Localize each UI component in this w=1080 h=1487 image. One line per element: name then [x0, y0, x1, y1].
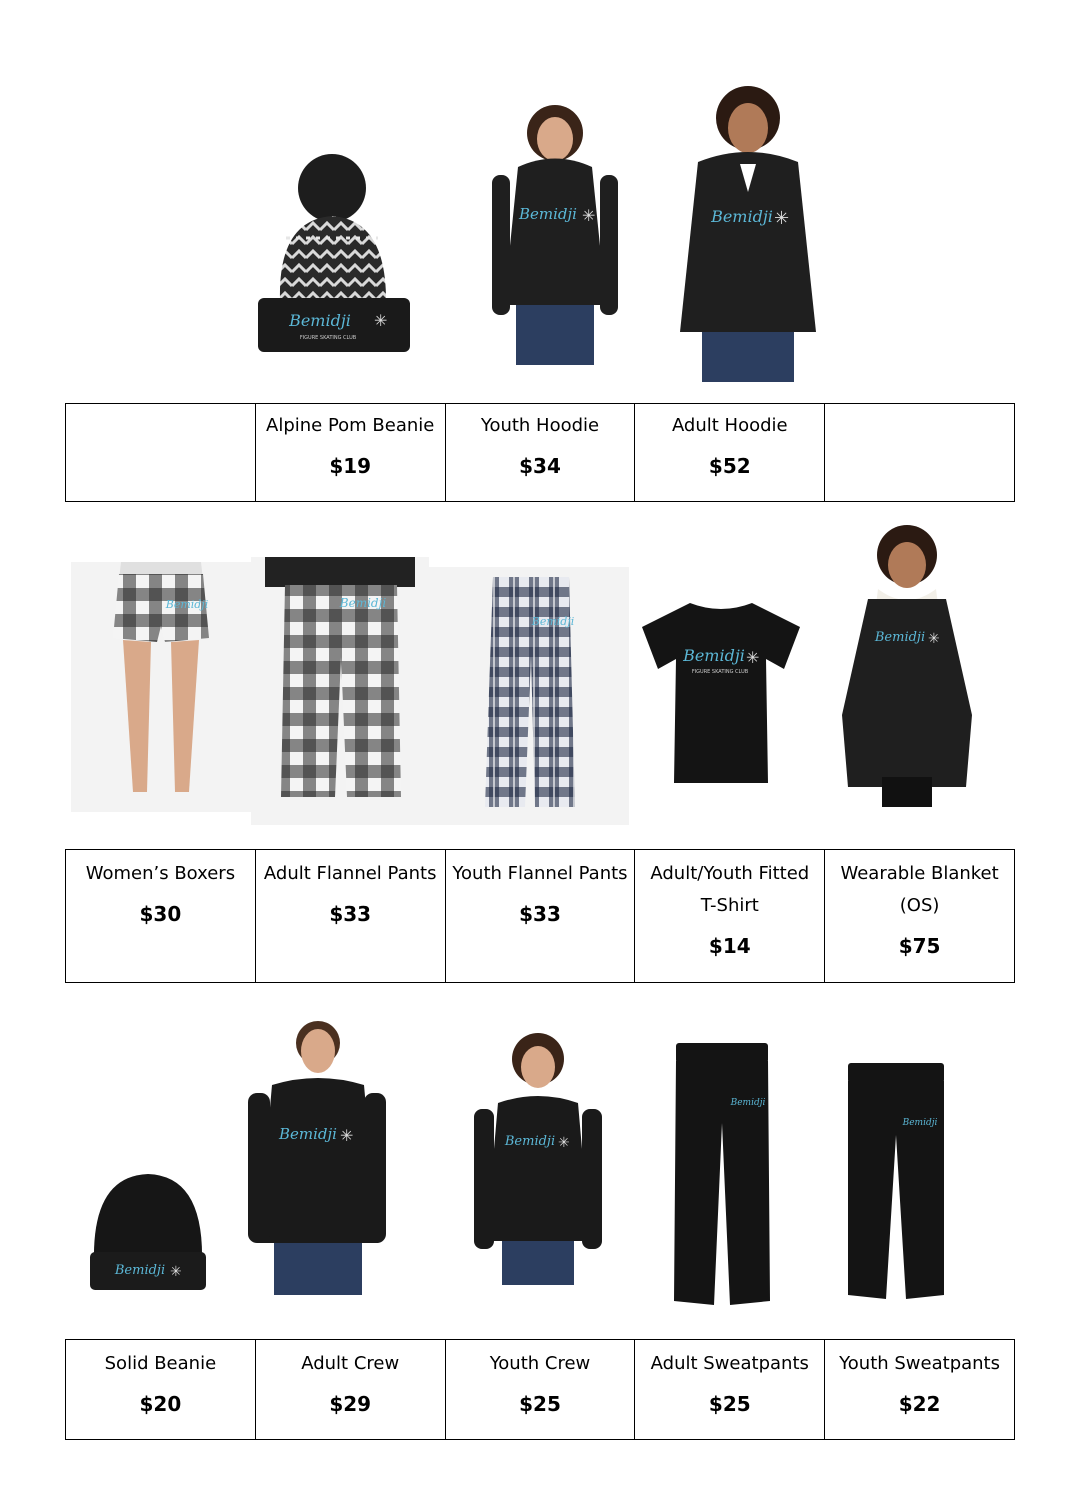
product-price: $22: [898, 1392, 941, 1416]
product-name: Adult Crew: [301, 1353, 400, 1374]
product-cell: [255, 1340, 445, 1440]
logo-text: Bemidji: [279, 1125, 337, 1143]
product-cell: [255, 850, 445, 983]
snowflake-icon: ✳: [582, 206, 596, 225]
product-cell: [635, 1340, 825, 1440]
logo-subtext: FIGURE SKATING CLUB: [299, 335, 357, 341]
youth-flannel-pants-image: [429, 567, 629, 825]
logo-text: Bemidji: [683, 646, 745, 665]
youth-sweatpants-image: [844, 1063, 948, 1303]
product-table-row-1: [65, 403, 1015, 502]
product-table-row-2: [65, 849, 1015, 983]
womens-boxers-image: [71, 562, 251, 812]
product-name: Adult Hoodie: [671, 415, 788, 436]
product-price: $25: [708, 1392, 751, 1416]
solid-beanie-image: [88, 1172, 208, 1292]
logo-text: Bemidji: [165, 598, 209, 611]
product-name: Adult Sweatpants: [650, 1353, 809, 1374]
product-price: $29: [329, 1392, 372, 1416]
adult-sweatpants-image: [672, 1043, 772, 1308]
snowflake-icon: ✳: [774, 208, 790, 229]
product-price: $34: [519, 454, 561, 478]
logo-text: Bemidji: [531, 615, 575, 628]
snowflake-icon: ✳: [170, 1264, 182, 1280]
product-name: Solid Beanie: [104, 1353, 217, 1374]
wearable-blanket-image: [838, 515, 976, 807]
alpine-pom-beanie-image: [250, 150, 415, 360]
youth-hoodie-image: [488, 95, 623, 365]
logo-text: Bemidji: [711, 207, 773, 226]
product-price: $52: [708, 454, 751, 478]
product-cell: [66, 404, 256, 502]
snowflake-icon: ✳: [928, 631, 940, 647]
product-name: Adult/Youth Fitted T-Shirt: [650, 863, 810, 916]
product-price: $33: [329, 902, 372, 926]
logo-text: Bemidji: [339, 596, 387, 610]
product-price: $33: [519, 902, 561, 926]
adult-flannel-pants-image: [251, 557, 429, 825]
product-name: Youth Hoodie: [480, 415, 600, 436]
product-price: $14: [708, 934, 751, 958]
adult-hoodie-image: [668, 82, 828, 382]
product-name: Youth Flannel Pants: [452, 863, 628, 884]
product-price: $75: [898, 934, 941, 958]
product-cell: [445, 850, 635, 983]
product-price: $30: [139, 902, 182, 926]
logo-text: Bemidji: [730, 1098, 766, 1108]
product-cell: [66, 1340, 256, 1440]
logo-text: Bemidji: [114, 1263, 166, 1278]
logo-text: Bemidji: [519, 205, 577, 223]
product-name: Wearable Blanket (OS): [840, 863, 999, 916]
logo-text: Bemidji: [504, 1134, 556, 1149]
product-cell: [255, 404, 445, 502]
product-table-row-3: [65, 1339, 1015, 1440]
product-name: Alpine Pom Beanie: [266, 415, 435, 436]
youth-crew-image: [474, 1025, 602, 1285]
product-cell: [825, 850, 1015, 983]
product-price: $20: [139, 1392, 182, 1416]
fitted-tshirt-image: [638, 597, 804, 787]
product-cell: [445, 1340, 635, 1440]
product-cell: [445, 404, 635, 502]
product-cell: [825, 1340, 1015, 1440]
product-cell: [635, 404, 825, 502]
snowflake-icon: ✳: [374, 311, 388, 330]
product-name: Women’s Boxers: [85, 863, 236, 884]
logo-text: Bemidji: [874, 630, 926, 645]
logo-subtext: FIGURE SKATING CLUB: [691, 669, 749, 675]
product-name: Youth Sweatpants: [839, 1353, 1000, 1374]
snowflake-icon: ✳: [558, 1135, 570, 1151]
snowflake-icon: ✳: [340, 1126, 354, 1145]
product-cell: [825, 404, 1015, 502]
product-cell: [66, 850, 256, 983]
product-price: $25: [519, 1392, 561, 1416]
adult-crew-image: [246, 1013, 388, 1295]
product-cell: [635, 850, 825, 983]
snowflake-icon: ✳: [746, 648, 760, 667]
logo-text: Bemidji: [902, 1118, 938, 1128]
product-price: $19: [329, 454, 372, 478]
logo-text: Bemidji: [289, 311, 351, 330]
product-name: Adult Flannel Pants: [263, 863, 437, 884]
product-name: Youth Crew: [489, 1353, 591, 1374]
